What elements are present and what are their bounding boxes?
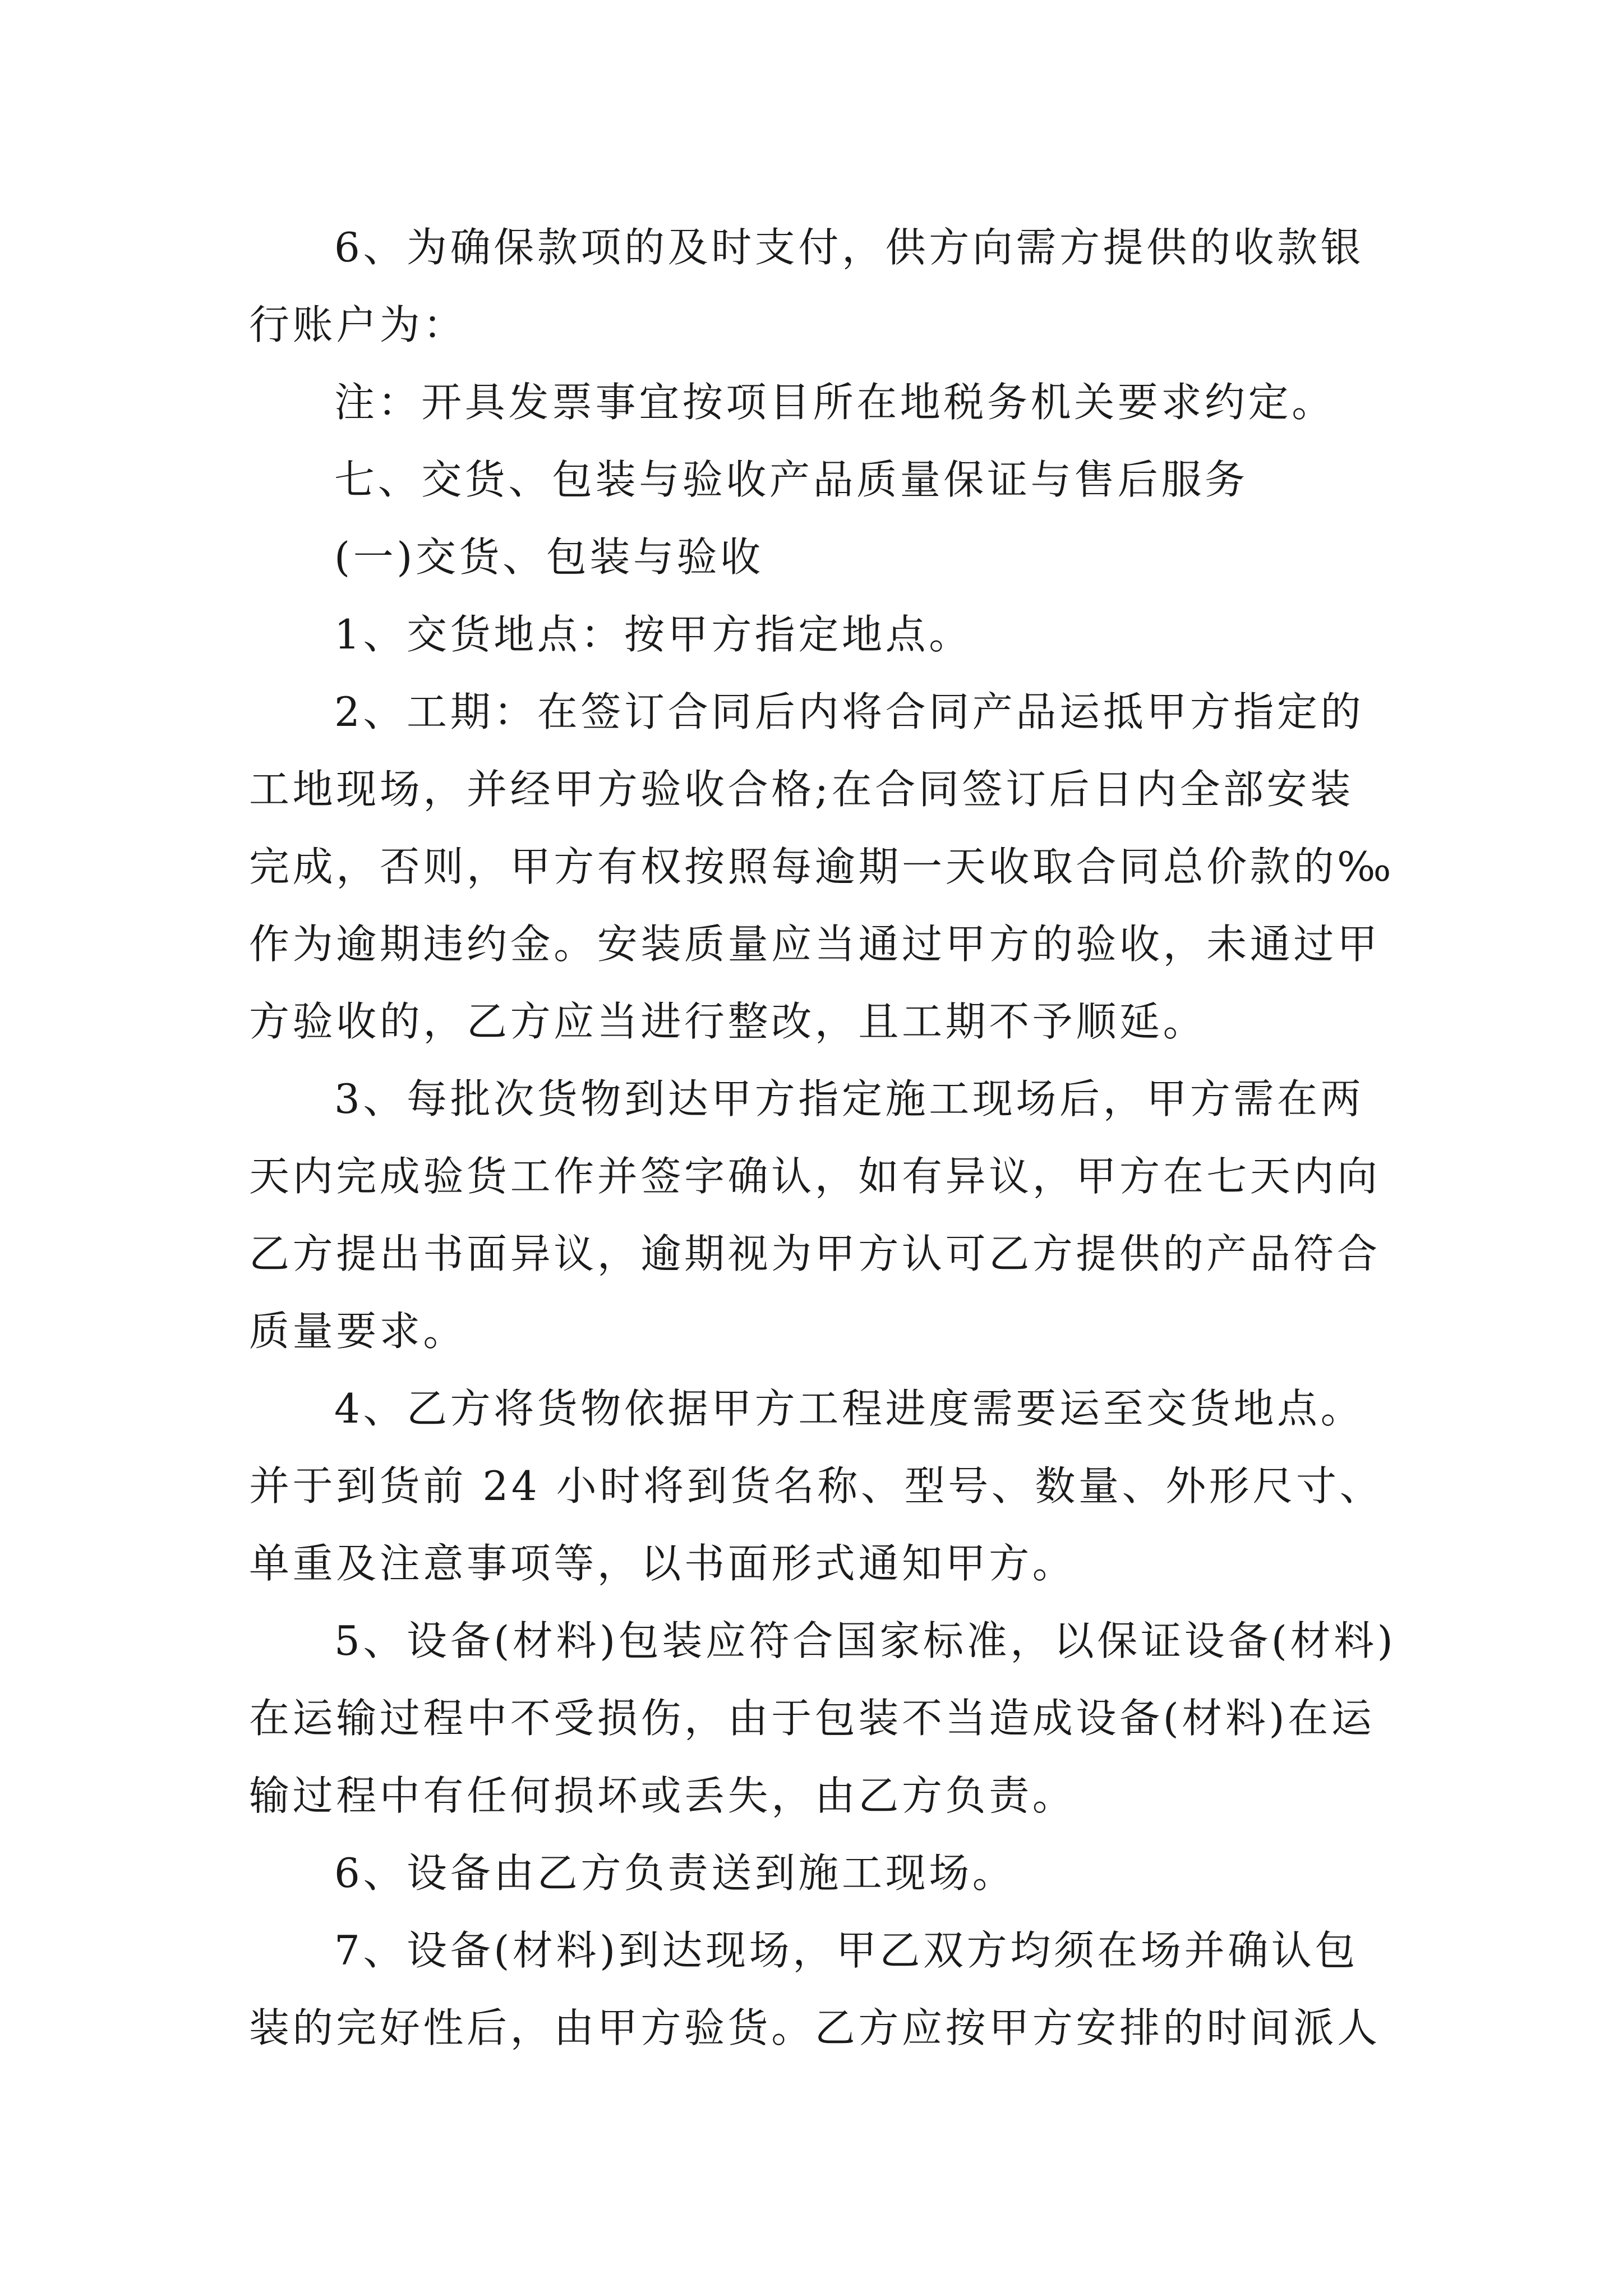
section-heading: 七、交货、包装与验收产品质量保证与售后服务 bbox=[334, 456, 1248, 503]
paragraph-line: 工地现场，并经甲方验收合格;在合同签订后日内全部安装 bbox=[249, 766, 1354, 813]
subsection-heading: (一)交货、包装与验收 bbox=[334, 533, 764, 581]
paragraph-line: 并于到货前 24 小时将到货名称、型号、数量、外形尺寸、 bbox=[249, 1462, 1384, 1510]
paragraph-line: 完成，否则，甲方有权按照每逾期一天收取合同总价款的‰ bbox=[249, 843, 1395, 890]
paragraph-line: 1、交货地点：按甲方指定地点。 bbox=[334, 611, 972, 658]
paragraph-line: 行账户为： bbox=[249, 301, 467, 348]
paragraph-line: 作为逾期违约金。安装质量应当通过甲方的验收，未通过甲 bbox=[249, 921, 1381, 968]
paragraph-line: 2、工期：在签订合同后内将合同产品运抵甲方指定的 bbox=[334, 688, 1364, 735]
paragraph-line: 在运输过程中不受损伤，由于包装不当造成设备(材料)在运 bbox=[249, 1695, 1375, 1742]
paragraph-line: 6、为确保款项的及时支付，供方向需方提供的收款银 bbox=[334, 224, 1364, 271]
paragraph-line: 6、设备由乙方负责送到施工现场。 bbox=[334, 1849, 1016, 1897]
paragraph-line: 方验收的，乙方应当进行整改，且工期不予顺延。 bbox=[249, 998, 1207, 1045]
paragraph-line: 单重及注意事项等，以书面形式通知甲方。 bbox=[249, 1540, 1076, 1587]
paragraph-line: 4、乙方将货物依据甲方工程进度需要运至交货地点。 bbox=[334, 1385, 1364, 1432]
paragraph-line: 7、设备(材料)到达现场，甲乙双方均须在场并确认包 bbox=[334, 1927, 1358, 1974]
note-line: 注：开具发票事宜按项目所在地税务机关要求约定。 bbox=[334, 379, 1335, 426]
paragraph-line: 天内完成验货工作并签字确认，如有异议，甲方在七天内向 bbox=[249, 1153, 1381, 1200]
paragraph-line: 乙方提出书面异议，逾期视为甲方认可乙方提供的产品符合 bbox=[249, 1230, 1381, 1277]
paragraph-line: 质量要求。 bbox=[249, 1308, 467, 1355]
document-body bbox=[249, 209, 1396, 2067]
paragraph-line: 3、每批次货物到达甲方指定施工现场后，甲方需在两 bbox=[334, 1075, 1364, 1122]
paragraph-line: 装的完好性后，由甲方验货。乙方应按甲方安排的时间派人 bbox=[249, 2004, 1381, 2051]
paragraph-line: 5、设备(材料)包装应符合国家标准，以保证设备(材料) bbox=[334, 1617, 1396, 1664]
paragraph-line: 输过程中有任何损坏或丢失，由乙方负责。 bbox=[249, 1772, 1076, 1819]
